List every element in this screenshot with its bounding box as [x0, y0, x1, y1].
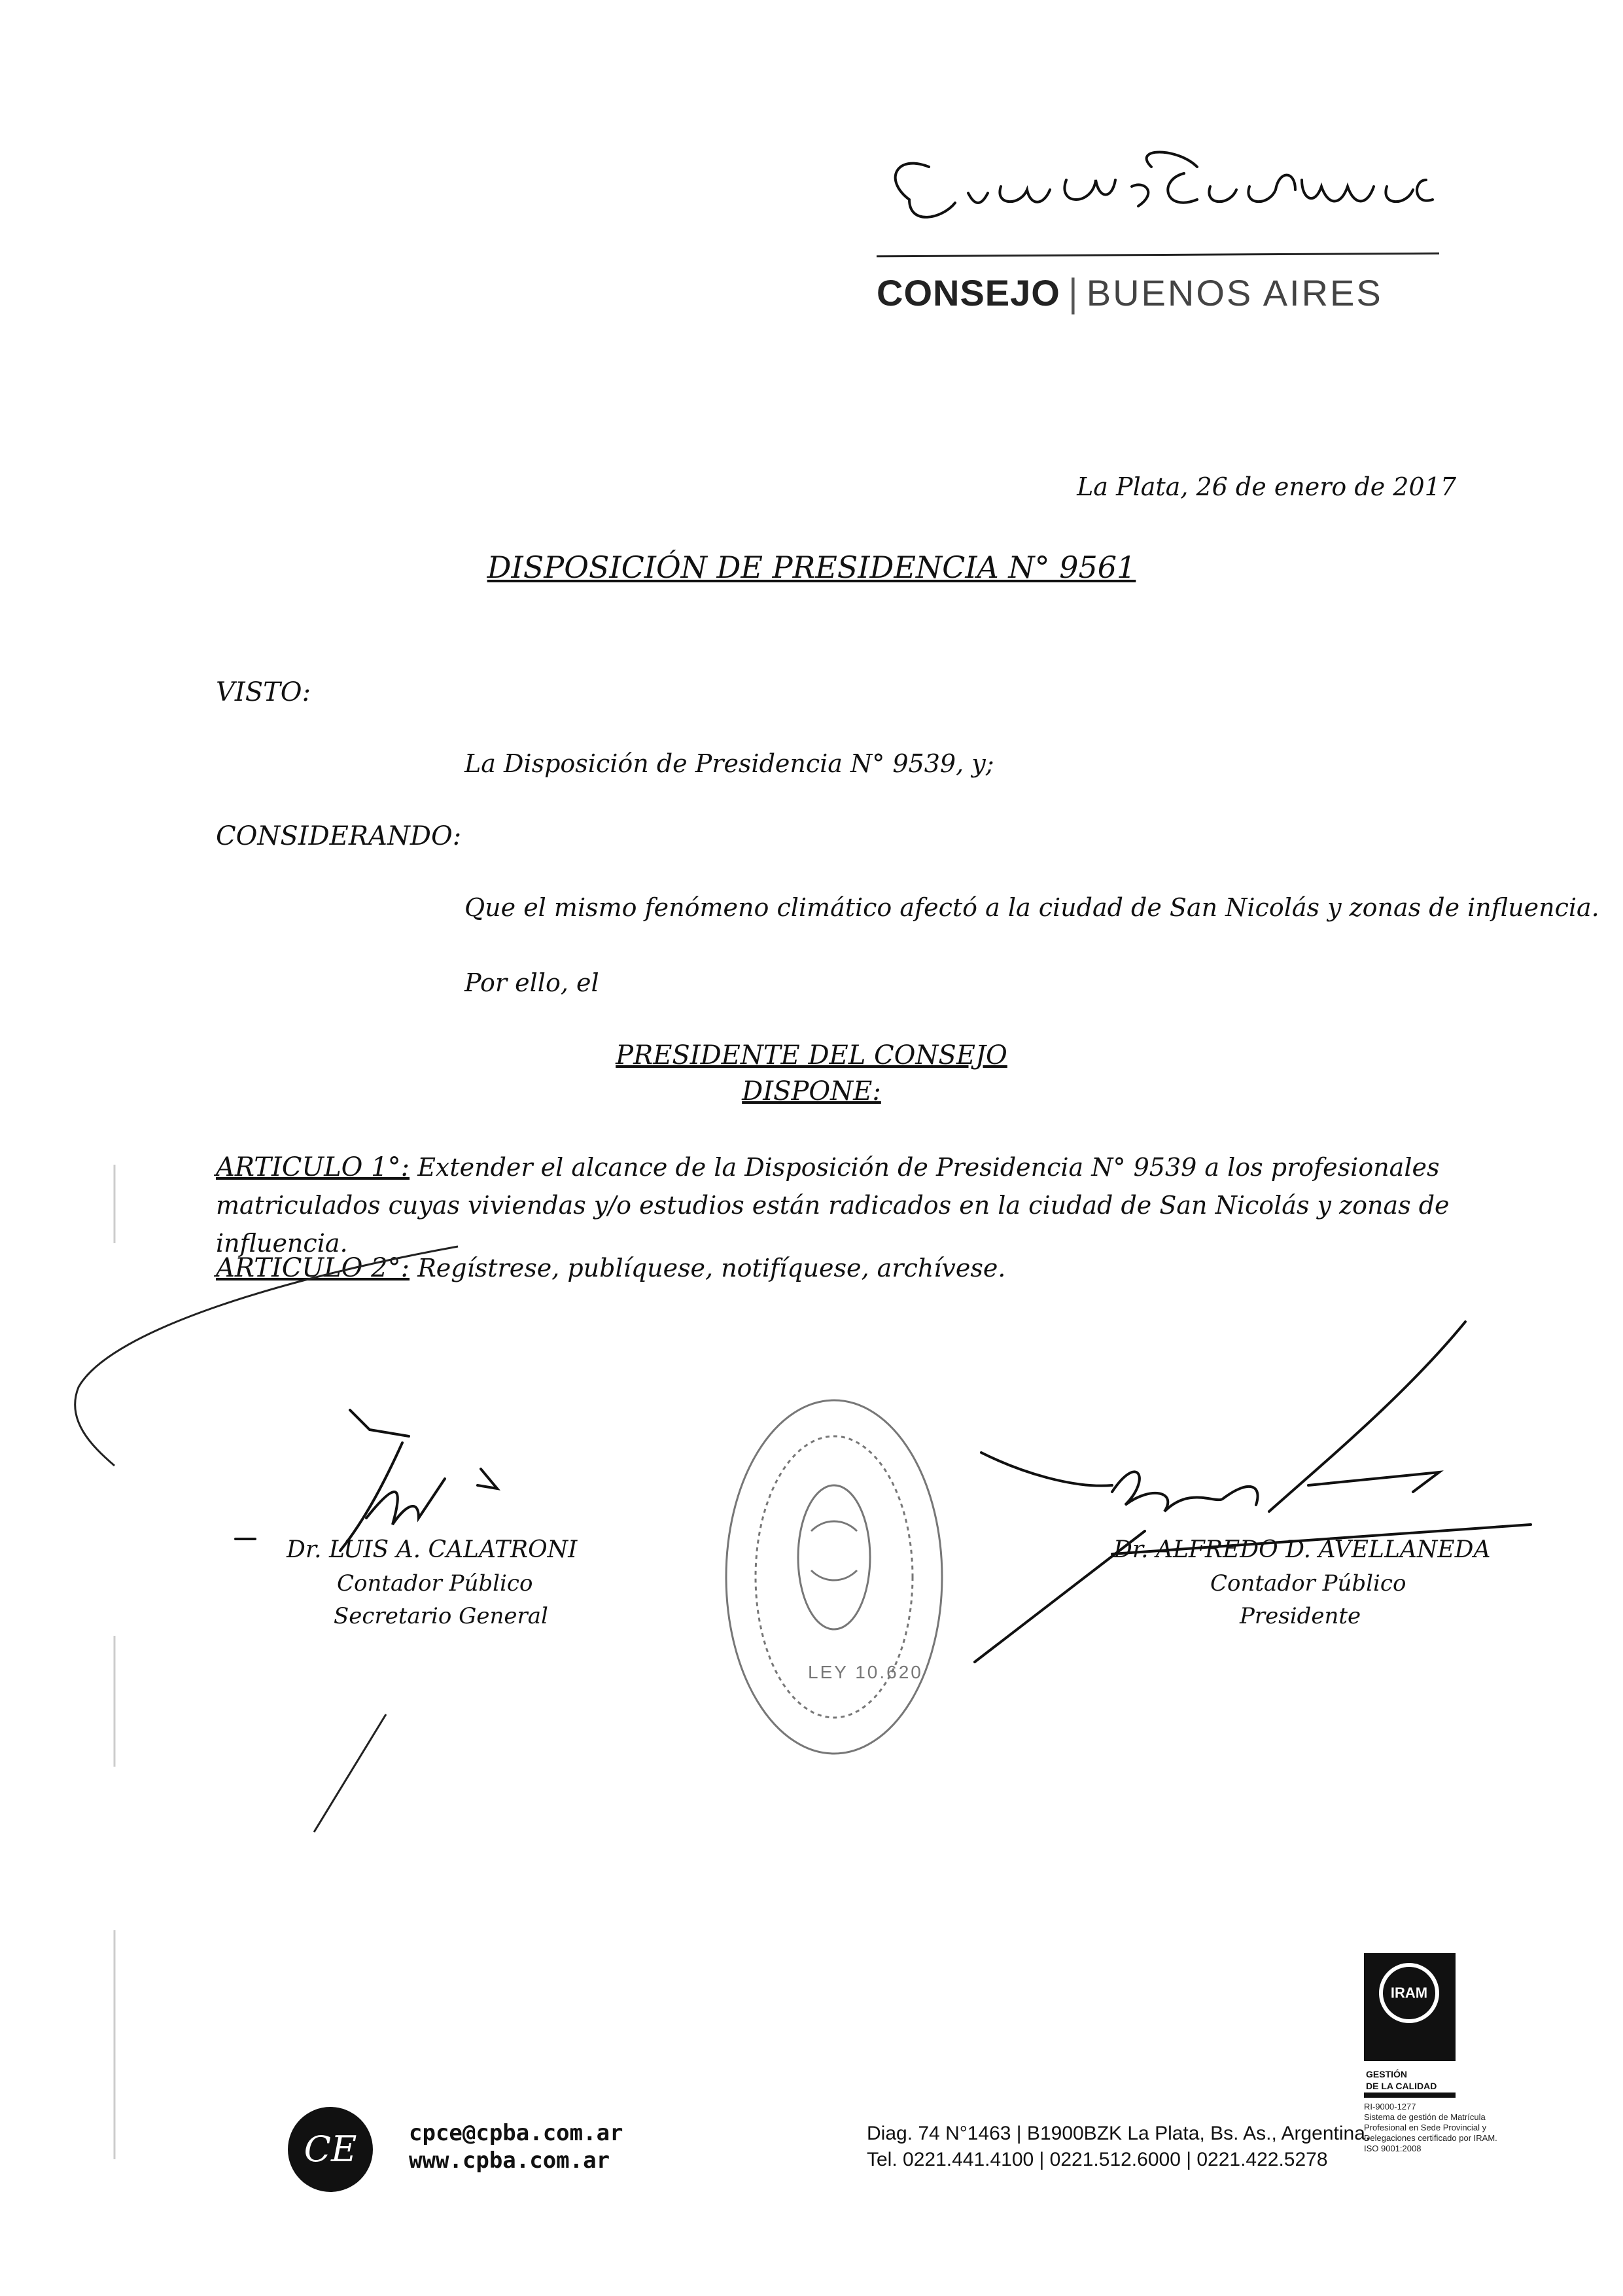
signature-1-title: Secretario General: [334, 1603, 548, 1629]
signature-1-name: Dr. LUIS A. CALATRONI: [287, 1536, 578, 1563]
logo-separator: |: [1066, 272, 1080, 315]
logo-bold-text: CONSEJO: [877, 272, 1060, 313]
logo-light-text: BUENOS AIRES: [1086, 272, 1383, 313]
por-ello-text: Por ello, el: [464, 968, 599, 997]
footer-website[interactable]: www.cpba.com.ar: [409, 2147, 610, 2174]
article-2-text: Regístrese, publíquese, notifíquese, archívese.: [417, 1254, 1006, 1282]
iram-line: Sistema de gestión de Matrícula: [1364, 2112, 1486, 2122]
footer-email[interactable]: cpce@cpba.com.ar: [409, 2120, 623, 2146]
document-title: DISPOSICIÓN DE PRESIDENCIA N° 9561: [487, 550, 1136, 585]
official-seal-stamp: [726, 1400, 942, 1754]
iram-line: Delegaciones certificado por IRAM.: [1364, 2133, 1497, 2143]
signature-2-name: Dr. ALFREDO D. AVELLANEDA: [1113, 1536, 1491, 1563]
iram-divider: [1364, 2093, 1456, 2098]
considerando-text: Que el mismo fenómeno climático afectó a la ciudad de San Nicolás y zonas de influencia.: [464, 893, 1599, 922]
iram-line: RI-9000-1277: [1364, 2102, 1416, 2111]
article-1-text: Extender el alcance de la Disposición de Presidencia N° 9539 a los profesionales matriculados cuyas viviendas y/o estudios están radicados en la ciudad de San Nicolás y zonas de influencia.: [216, 1153, 1450, 1258]
visto-label: VISTO:: [216, 677, 311, 707]
visto-text: La Disposición de Presidencia N° 9539, y;: [464, 749, 994, 778]
footer-telephone: Tel. 0221.441.4100 | 0221.512.6000 | 0221.422.5278: [867, 2149, 1328, 2170]
stamp-ley-text: LEY 10.620: [808, 1662, 923, 1682]
considerando-label: CONSIDERANDO:: [216, 821, 462, 851]
article-2-label: ARTICULO 2°:: [216, 1253, 410, 1283]
left-signature: [236, 1410, 497, 1551]
article-1-label: ARTICULO 1°:: [216, 1152, 410, 1182]
document-date: La Plata, 26 de enero de 2017: [1077, 472, 1456, 501]
ce-badge-logo: CE: [288, 2107, 373, 2192]
iram-caption-line2: DE LA CALIDAD: [1366, 2081, 1437, 2091]
iram-logo: IRAM: [1379, 1963, 1439, 2023]
left-slash-mark: [314, 1714, 386, 1832]
dispone-heading-line1: PRESIDENTE DEL CONSEJO: [616, 1040, 1007, 1070]
signature-2-role: Contador Público: [1210, 1570, 1406, 1597]
iram-caption-line1: GESTIÓN: [1366, 2069, 1408, 2079]
iram-line: ISO 9001:2008: [1364, 2144, 1422, 2153]
iram-certification-text: [1364, 2102, 1495, 2154]
signature-1-role: Contador Público: [337, 1570, 533, 1597]
signature-2-title: Presidente: [1240, 1603, 1361, 1629]
footer-address: Diag. 74 N°1463 | B1900BZK La Plata, Bs. As., Argentina.: [867, 2123, 1371, 2144]
iram-line: Profesional en Sede Provincial y: [1364, 2123, 1487, 2132]
dispone-heading-line2: DISPONE:: [742, 1076, 881, 1106]
margin-arc-stroke: [75, 1246, 458, 1466]
